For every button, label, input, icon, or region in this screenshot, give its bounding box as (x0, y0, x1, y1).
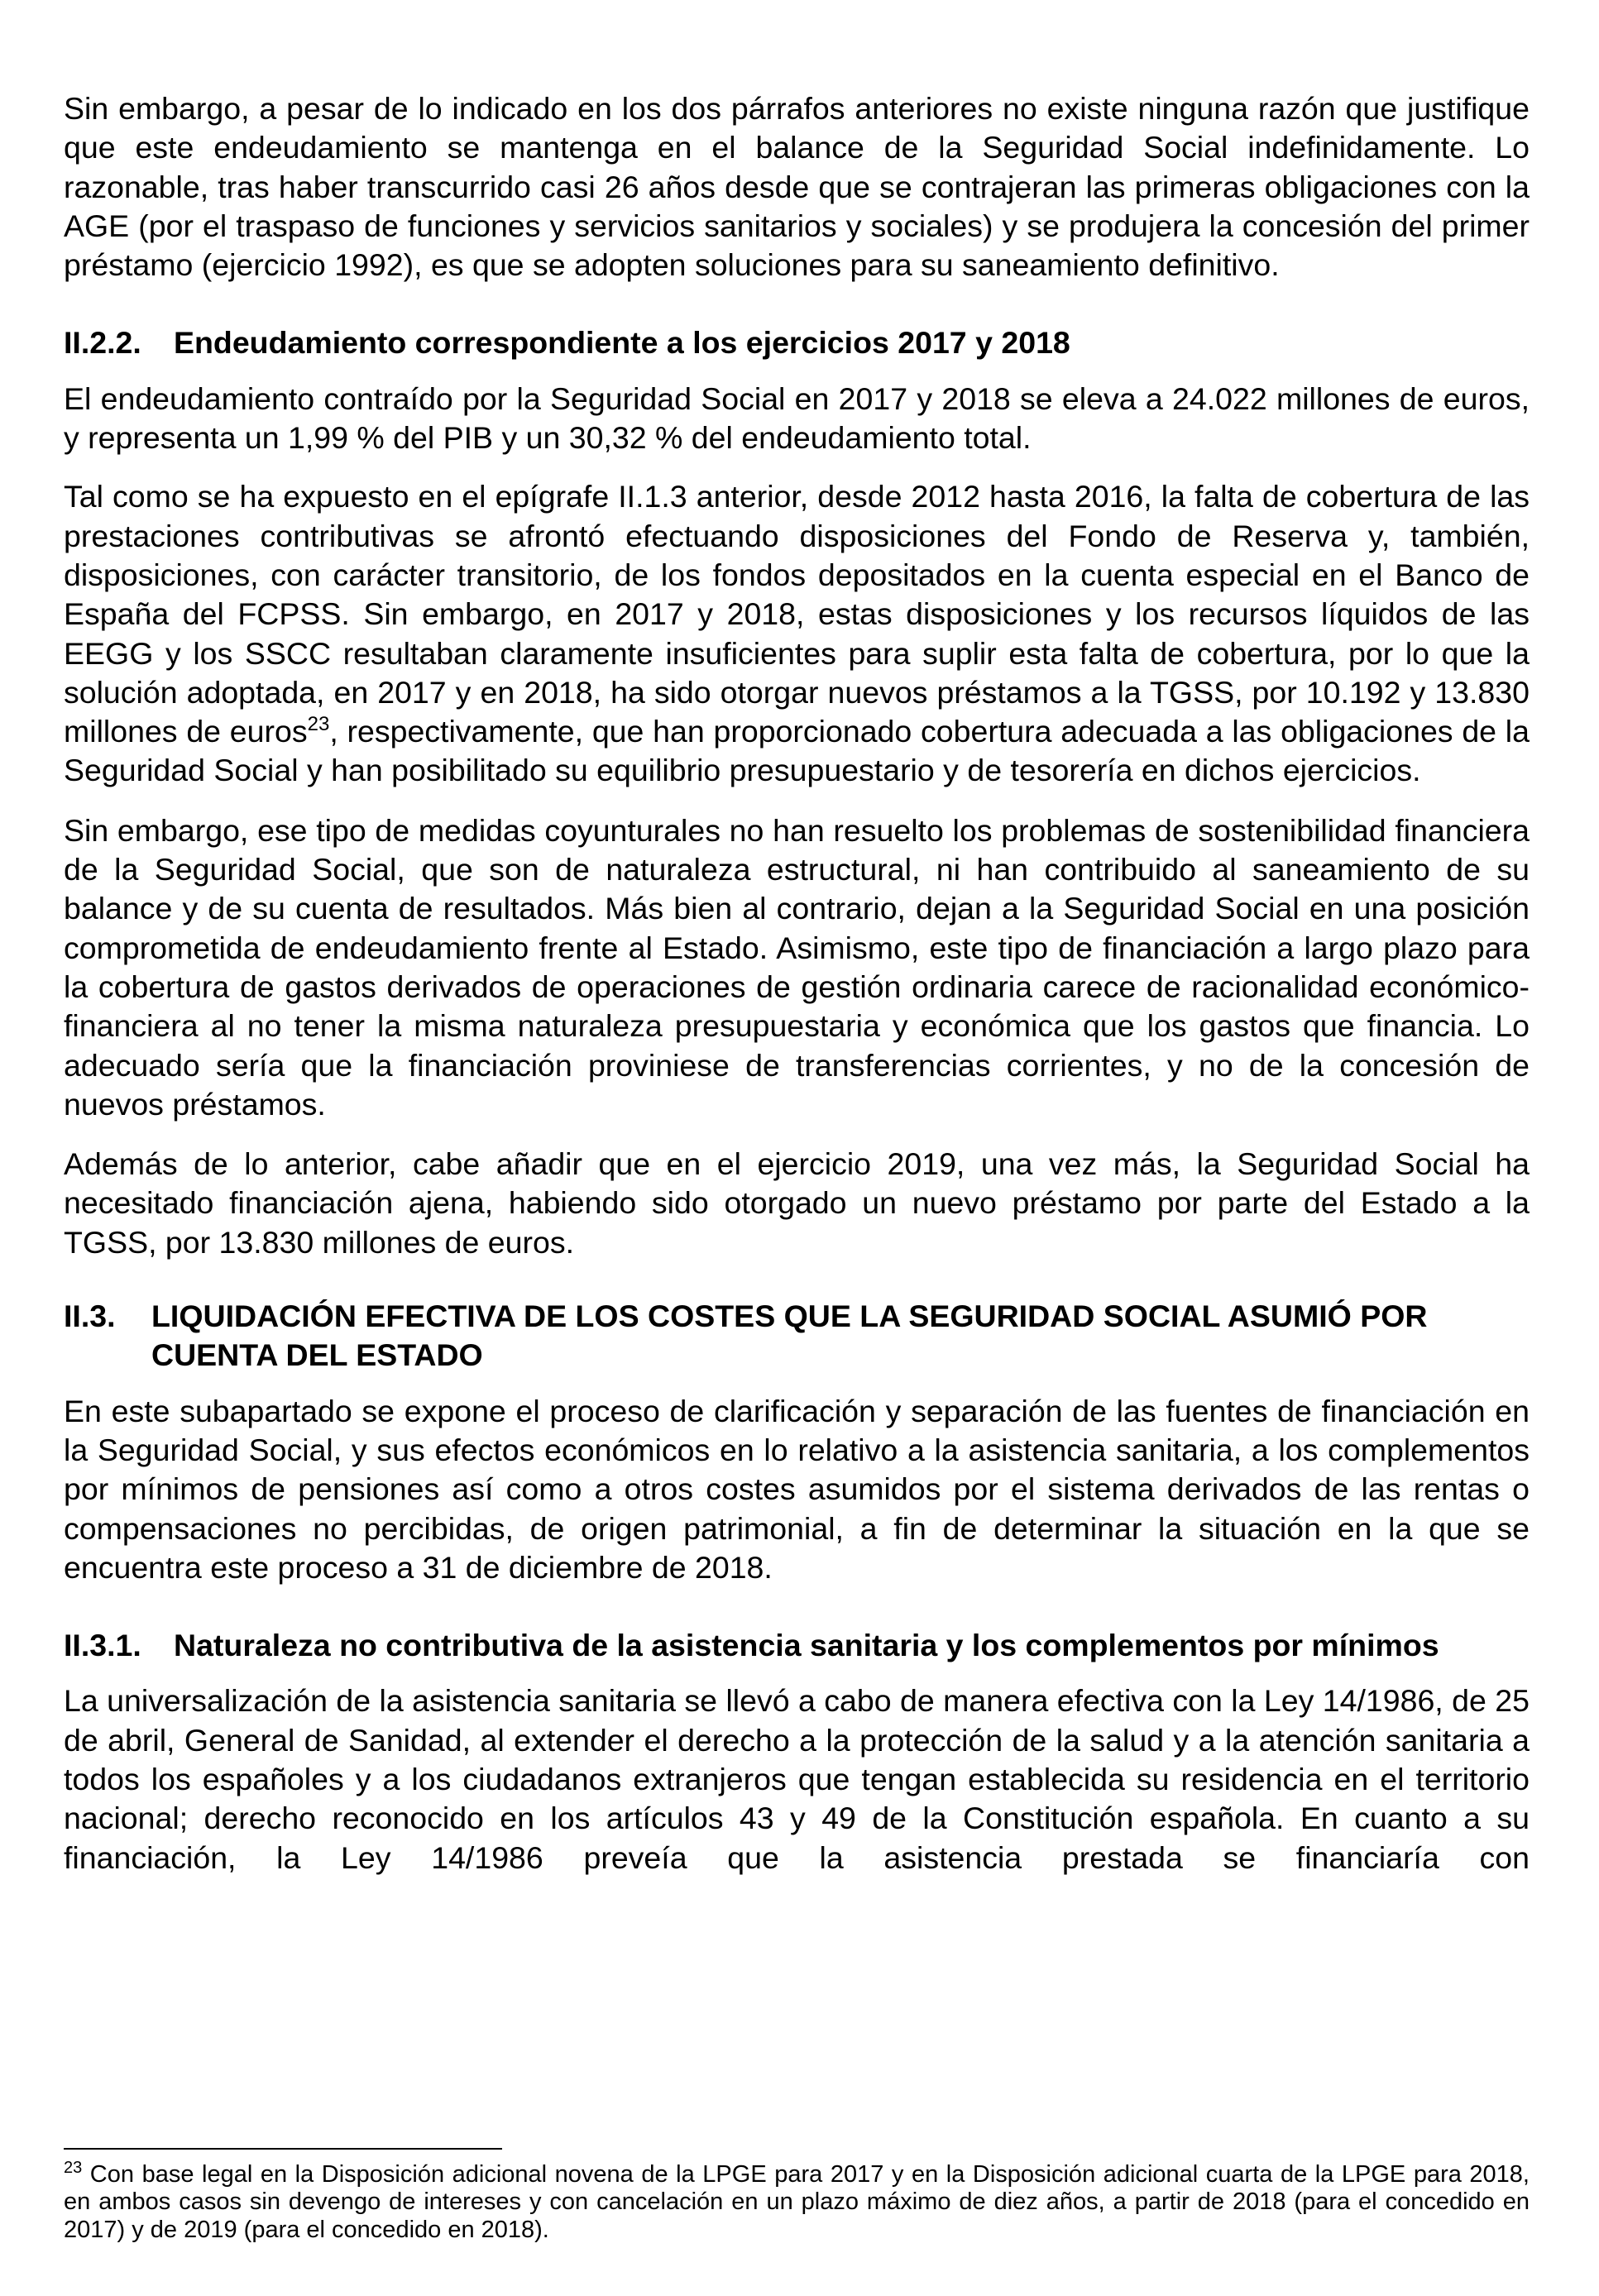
section-title: Endeudamiento correspondiente a los ejercicios 2017 y 2018 (174, 325, 1070, 361)
section-heading-2-3 (64, 1297, 1530, 1375)
section-heading-2-2-2 (64, 323, 1530, 362)
paragraph-debt-2017-2018: El endeudamiento contraído por la Seguridad Social en 2017 y 2018 se eleva a 24.022 millones de euros, y representa un 1,99 % del PIB y un 30,32 % del endeudamiento total. (64, 380, 1530, 456)
paragraph-subsection-intro: En este subapartado se expone el proceso de clarificación y separación de las fuentes de financiación en la Seguridad Social, y sus efectos económicos en lo relativo a la asistencia sanitaria, a los complementos por mínimos de pensiones así como a otros costes asumidos por el sistema derivados de las rentas o compensaciones no percibidas, de origen patrimonial, a fin de determinar la situación en la que se encuentra este proceso a 31 de diciembre de 2018. (64, 1393, 1530, 1585)
paragraph-health-universalization: La universalización de la asistencia sanitaria se llevó a cabo de manera efectiva con la Ley 14/1986, de 25 de abril, General de Sanidad, al extender el derecho a la protección de la salud y a la atención sanitaria a todos los españoles y a los ciudadanos extranjeros que tengan establecida su residencia en el territorio nacional; derecho reconocido en los artículos 43 y 49 de la Constitución española. En cuanto a su financiación, la Ley 14/1986 preveía que la asistencia prestada se financiaría con (64, 1683, 1530, 1875)
paragraph-coverage-shortfall (64, 477, 1530, 790)
footnote-text: Con base legal en la Disposición adicional novena de la LPGE para 2017 y en la Disposición adicional cuarta de la LPGE para 2018, en ambos casos sin devengo de intereses y con cancelación en un plazo máximo de diez años, a partir de 2018 (para el concedido en 2017) y de 2019 (para el concedido en 2018). (64, 2161, 1530, 2243)
footnote-number: 23 (64, 2159, 83, 2177)
section-title: Naturaleza no contributiva de la asistencia sanitaria y los complementos por mínimos (174, 1628, 1439, 1663)
footnote-23 (64, 2161, 1530, 2244)
section-number: II.3.1. (64, 1628, 141, 1663)
paragraph-text-part: Tal como se ha expuesto en el epígrafe II.1.3 anterior, desde 2012 hasta 2016, la falta de cobertura de las prestaciones contributivas se afrontó efectuando disposiciones del Fondo de Reserva y, también, disposiciones, con carácter transitorio, de los fondos depositados en la cuenta especial en el Banco de España del FCPSS. Sin embargo, en 2017 y 2018, estas disposiciones y los recursos líquidos de las EEGG y los SSCC resultaban claramente insuficientes para suplir esta falta de cobertura, por lo que la solución adoptada, en 2017 y en 2018, ha sido otorgar nuevos préstamos a la TGSS, por 10.192 y 13.830 millones de euros (64, 479, 1530, 749)
footnote-reference: 23 (307, 713, 330, 736)
paragraph-structural-problems: Sin embargo, ese tipo de medidas coyunturales no han resuelto los problemas de sostenibilidad financiera de la Seguridad Social, que son de naturaleza estructural, ni han contribuido al saneamiento de su balance y de su cuenta de resultados. Más bien al contrario, dejan a la Seguridad Social en una posición comprometida de endeudamiento frente al Estado. Asimismo, este tipo de financiación a largo plazo para la cobertura de gastos derivados de operaciones de gestión ordinaria carece de racionalidad económico-financiera al no tener la misma naturaleza presupuestaria y económica que los gastos que financia. Lo adecuado sería que la financiación proviniese de transferencias corrientes, y no de la concesión de nuevos préstamos. (64, 812, 1530, 1122)
document-page (64, 89, 1530, 1877)
section-number: II.2.2. (64, 325, 141, 361)
paragraph-debt-sanitation: Sin embargo, a pesar de lo indicado en los dos párrafos anteriores no existe ninguna razón que justifique que este endeudamiento se mantenga en el balance de la Seguridad Social indefinidamente. Lo razonable, tras haber transcurrido casi 26 años desde que se contrajeran las primeras obligaciones con la AGE (por el traspaso de funciones y servicios sanitarios y sociales) y se produjera la concesión del primer préstamo (ejercicio 1992), es que se adopten soluciones para su saneamiento definitivo. (64, 91, 1530, 283)
paragraph-text-part: , respectivamente, que han proporcionado cobertura adecuada a las obligaciones de la Seguridad Social y han posibilitado su equilibrio presupuestario y de tesorería en dichos ejercicios. (64, 714, 1530, 788)
footnote-divider (64, 2148, 502, 2150)
section-title: LIQUIDACIÓN EFECTIVA DE LOS COSTES QUE LA SEGURIDAD SOCIAL ASUMIÓ POR CUENTA DEL ESTADO (151, 1299, 1428, 1373)
section-heading-2-3-1 (64, 1626, 1530, 1665)
paragraph-2019-loan: Además de lo anterior, cabe añadir que en el ejercicio 2019, una vez más, la Seguridad Social ha necesitado financiación ajena, habiendo sido otorgado un nuevo préstamo por parte del Estado a la TGSS, por 13.830 millones de euros. (64, 1146, 1530, 1260)
section-number: II.3. (64, 1299, 116, 1334)
